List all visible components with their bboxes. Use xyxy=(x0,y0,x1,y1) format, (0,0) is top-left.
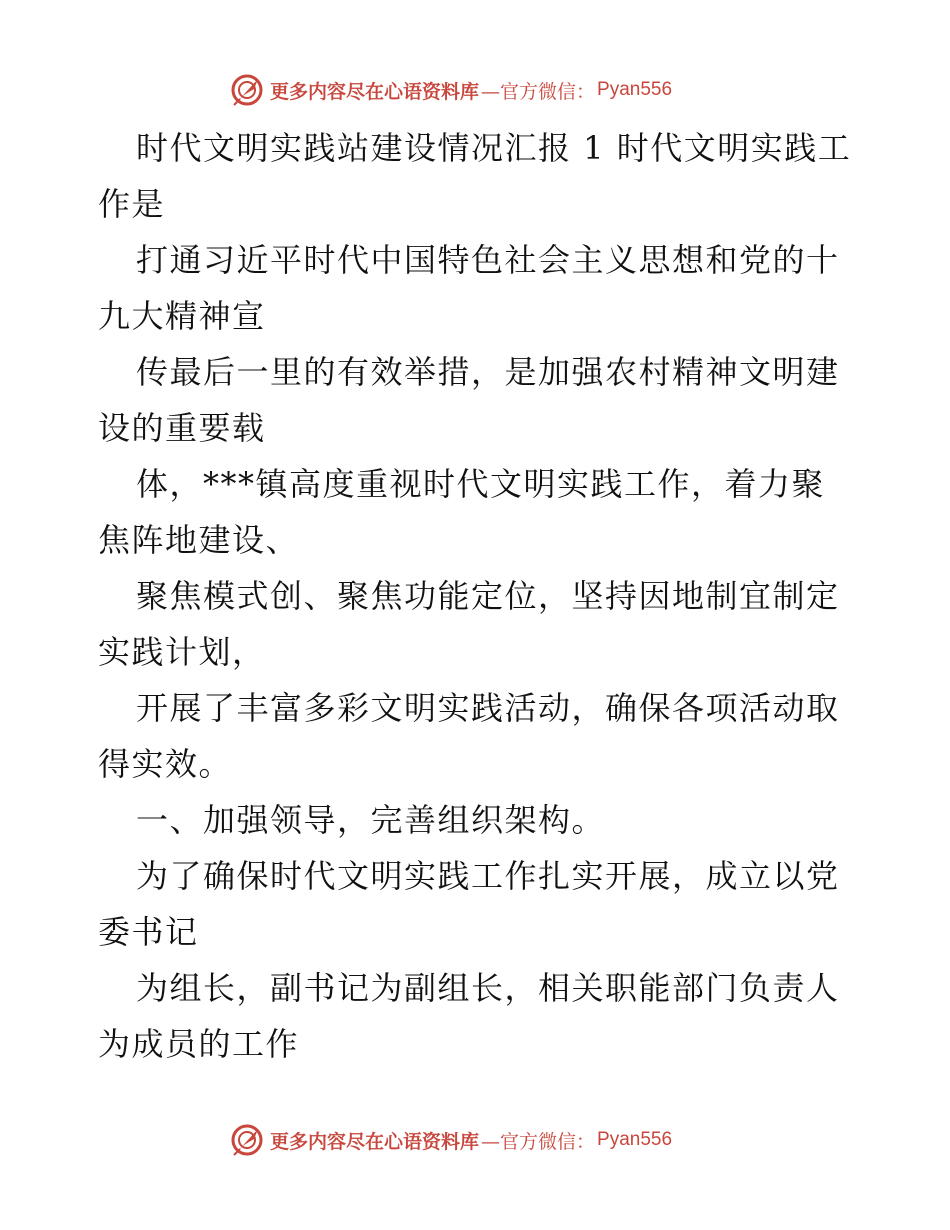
body-text xyxy=(98,120,858,1072)
banner-sub-text: —官方微信： xyxy=(481,1130,596,1153)
banner-main-text: 更多内容尽在心语资料库 xyxy=(270,1130,480,1153)
paragraph: 聚焦模式创、聚焦功能定位，坚持因地制宜制定实践计划， xyxy=(98,577,840,671)
paragraph: 为组长，副书记为副组长，相关职能部门负责人为成员的工作 xyxy=(98,969,840,1063)
banner-main-text: 更多内容尽在心语资料库 xyxy=(270,80,480,103)
header-banner xyxy=(230,70,750,110)
banner-wechat-id: Pyan556 xyxy=(597,79,673,100)
banner-wechat-id: Pyan556 xyxy=(597,1129,673,1150)
paragraph: 为了确保时代文明实践工作扎实开展，成立以党委书记 xyxy=(98,857,840,951)
section-heading: 一、加强领导，完善组织架构。 xyxy=(136,801,606,839)
footer-banner xyxy=(230,1120,750,1160)
paragraph: 打通习近平时代中国特色社会主义思想和党的十九大精神宣 xyxy=(98,241,840,335)
quill-logo-icon xyxy=(230,73,264,107)
paragraph: 开展了丰富多彩文明实践活动，确保各项活动取得实效。 xyxy=(98,689,840,783)
banner-sub-text: —官方微信： xyxy=(481,80,596,103)
quill-logo-icon xyxy=(230,1123,264,1157)
paragraph: 时代文明实践站建设情况汇报 1 时代文明实践工作是 xyxy=(98,129,852,223)
paragraph: 体，***镇高度重视时代文明实践工作，着力聚焦阵地建设、 xyxy=(98,465,826,559)
paragraph: 传最后一里的有效举措，是加强农村精神文明建设的重要载 xyxy=(98,353,840,447)
